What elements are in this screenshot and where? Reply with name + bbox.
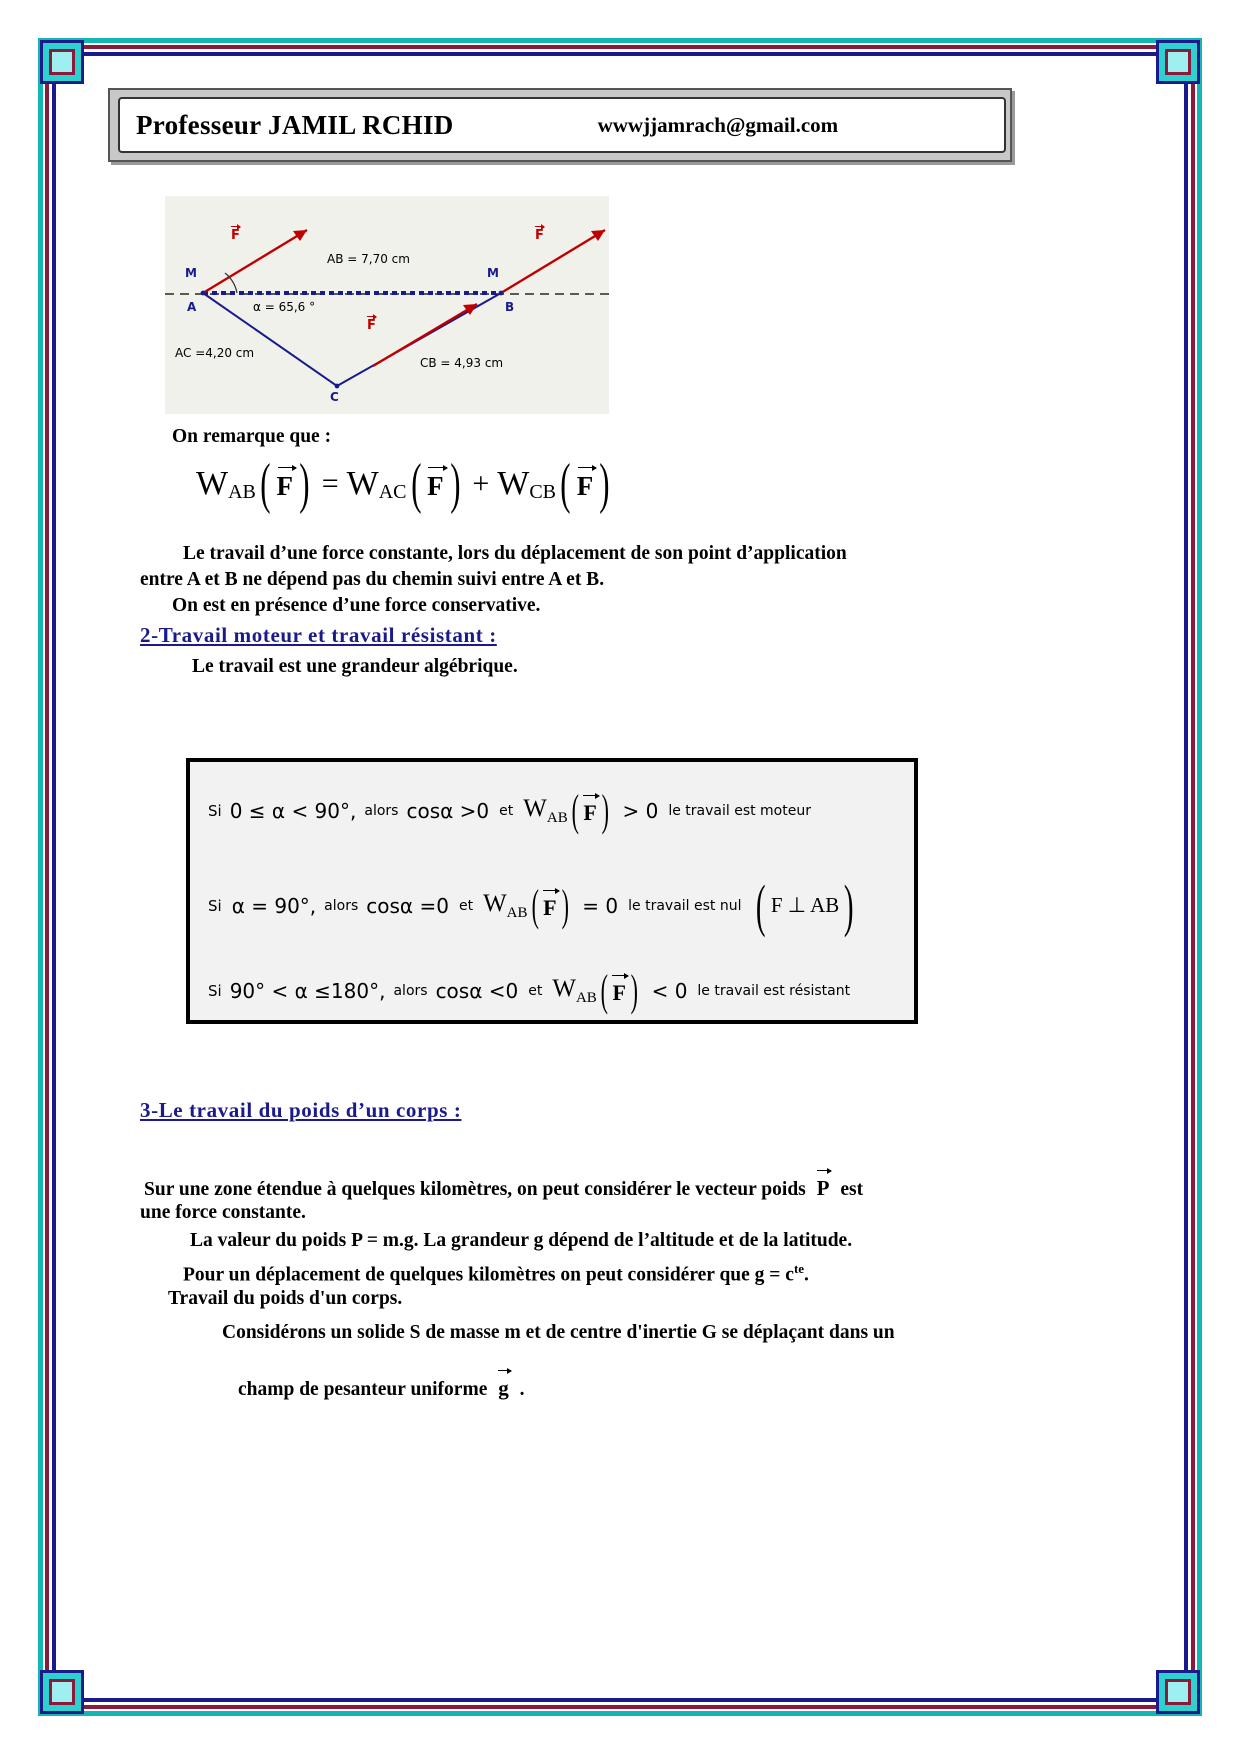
formula-paren-open-1: ( [260, 453, 271, 515]
paragraph-3-line-1-tail: est [840, 1179, 864, 1200]
diagram-vector-f-cb: F [367, 318, 376, 333]
paragraph-3-line-7 [238, 1370, 524, 1403]
case-2-extra-paren-close: ) [844, 873, 854, 938]
formula-vector-3: F [577, 467, 594, 502]
case-3-vector: F [612, 975, 625, 1006]
case-2-paren-open: ( [531, 881, 539, 931]
formula-sub3: CB [529, 480, 557, 503]
section-2-intro: Le travail est une grandeur algébrique. [192, 656, 518, 677]
case-1-paren-close: ) [601, 786, 609, 835]
corner-ornament-bottom-left [40, 1670, 84, 1714]
diagram-label-cb: CB = 4,93 cm [420, 356, 504, 370]
case-2-w: $W_{AB}$ [483, 889, 528, 921]
formula-vector-2: F [427, 467, 444, 502]
case-2-conclusion: le travail est nul [628, 897, 742, 914]
header-email: wwwjjamrach@gmail.com [597, 112, 839, 137]
formula-equals: = [321, 467, 339, 501]
paragraph-1-line-3: On est en présence d’une force conservative. [172, 595, 541, 616]
case-3-cos: cosα <0 [435, 978, 519, 1003]
paragraph-1-line-1: Le travail d’une force constante, lors du déplacement de son point d’application [183, 543, 847, 564]
case-1-condition: 0 ≤ α < 90°, [229, 798, 357, 823]
diagram-vector-f-b: F [535, 228, 544, 243]
remark-text: On remarque que : [172, 426, 332, 447]
section-3-title: 3-Le travail du poids d’un corps : [140, 1098, 462, 1122]
formula-paren-open-2: ( [410, 453, 421, 515]
formula-paren-close-2: ) [449, 453, 461, 515]
case-2-and: et [458, 897, 474, 914]
case-1-vector: F [583, 795, 596, 826]
case-2-vector: F [543, 890, 556, 921]
case-3-compare: < 0 [651, 978, 688, 1003]
case-3-w: $W_{AB}$ [552, 974, 597, 1006]
corner-ornament-top-right [1156, 40, 1200, 84]
formula-vector-1: F [277, 467, 294, 502]
case-3-then: alors [393, 982, 428, 999]
paragraph-3-line-7-tail: . [519, 1379, 525, 1400]
case-3-paren-open: ( [600, 966, 608, 1015]
paragraph-3-line-1 [144, 1170, 1064, 1203]
document-header [108, 88, 1012, 162]
diagram-vector-f-a: F [231, 228, 240, 243]
paragraph-3-line-7-text: champ de pesanteur uniforme [238, 1379, 488, 1400]
case-row-3 [208, 966, 851, 1015]
formula-plus: + [472, 467, 490, 501]
formula-paren-close-1: ) [299, 453, 310, 515]
paragraph-1-line-2: entre A et B ne dépend pas du chemin suivi entre A et B. [140, 569, 605, 590]
header-inner-panel [118, 97, 1006, 153]
case-2-paren-close: ) [561, 881, 569, 931]
paragraph-3-line-4-text: Pour un déplacement de quelques kilomètres on peut considérer que g = c [183, 1264, 794, 1286]
case-2-compare: = 0 [582, 893, 619, 918]
case-2-extra-paren-open: ( [756, 873, 766, 938]
case-2-condition: α = 90°, [231, 893, 317, 918]
vector-p-symbol: P [817, 1170, 830, 1201]
diagram-point-c: C [330, 390, 339, 404]
diagram-point-a: A [187, 300, 197, 314]
case-1-cos: cosα >0 [406, 798, 490, 823]
case-1-then: alors [364, 802, 399, 819]
corner-ornament-top-left [40, 40, 84, 84]
diagram-label-ab: AB = 7,70 cm [327, 252, 410, 266]
case-1-prefix: Si [208, 801, 222, 820]
paragraph-3-line-3: La valeur du poids P = m.g. La grandeur g dépend de l’altitude et de la latitude. [190, 1230, 853, 1251]
force-displacement-diagram [165, 196, 609, 414]
diagram-label-ac: AC =4,20 cm [175, 346, 255, 360]
formula-sub2: AC [378, 480, 407, 503]
paragraph-3-line-2: une force constante. [140, 1202, 306, 1223]
case-1-and: et [499, 802, 514, 819]
page-title: Professeur JAMIL RCHID [136, 109, 454, 140]
case-1-w: $W_{AB}$ [523, 794, 568, 826]
formula-w2: W [346, 465, 379, 503]
case-1-compare: > 0 [622, 798, 659, 823]
case-1-conclusion: le travail est moteur [668, 802, 811, 819]
paragraph-3-line-1-text: Sur une zone étendue à quelques kilomètres, on peut considérer le vecteur poids [144, 1179, 806, 1200]
formula-sub1: AB [228, 480, 256, 503]
case-2-extra: F ⊥ AB [770, 893, 840, 918]
work-sign-cases-box [186, 758, 918, 1024]
vector-g-symbol: g [498, 1370, 509, 1401]
formula-paren-close-3: ) [599, 453, 610, 515]
diagram-point-m2: M [487, 266, 499, 280]
paragraph-3-line-6: Considérons un solide S de masse m et de centre d'inertie G se déplaçant dans un [222, 1322, 895, 1343]
case-row-2 [208, 873, 859, 938]
case-3-prefix: Si [208, 981, 222, 1000]
section-2-title: 2-Travail moteur et travail résistant : [140, 623, 497, 647]
case-3-condition: 90° < α ≤180°, [229, 978, 386, 1003]
formula-w3: W [497, 465, 530, 503]
formula-w1: W [196, 465, 229, 503]
work-additivity-formula [196, 453, 614, 515]
formula-paren-open-3: ( [560, 453, 571, 515]
case-2-prefix: Si [208, 896, 222, 915]
case-3-conclusion: le travail est résistant [697, 982, 851, 999]
case-3-paren-close: ) [630, 966, 638, 1015]
case-row-1 [208, 786, 811, 835]
paragraph-3-line-4-tail: . [804, 1264, 809, 1286]
case-1-paren-open: ( [571, 786, 579, 835]
paragraph-3-line-4 [183, 1256, 809, 1289]
diagram-point-m1: M [185, 266, 197, 280]
corner-ornament-bottom-right [1156, 1670, 1200, 1714]
case-2-cos: cosα =0 [366, 893, 449, 918]
diagram-label-alpha: α = 65,6 ° [253, 300, 316, 314]
case-3-and: et [528, 982, 543, 999]
paragraph-3-line-5: Travail du poids d'un corps. [168, 1288, 403, 1309]
diagram-point-b: B [505, 300, 515, 314]
paragraph-3-line-4-sup: te [793, 1261, 805, 1276]
case-2-then: alors [324, 897, 359, 914]
